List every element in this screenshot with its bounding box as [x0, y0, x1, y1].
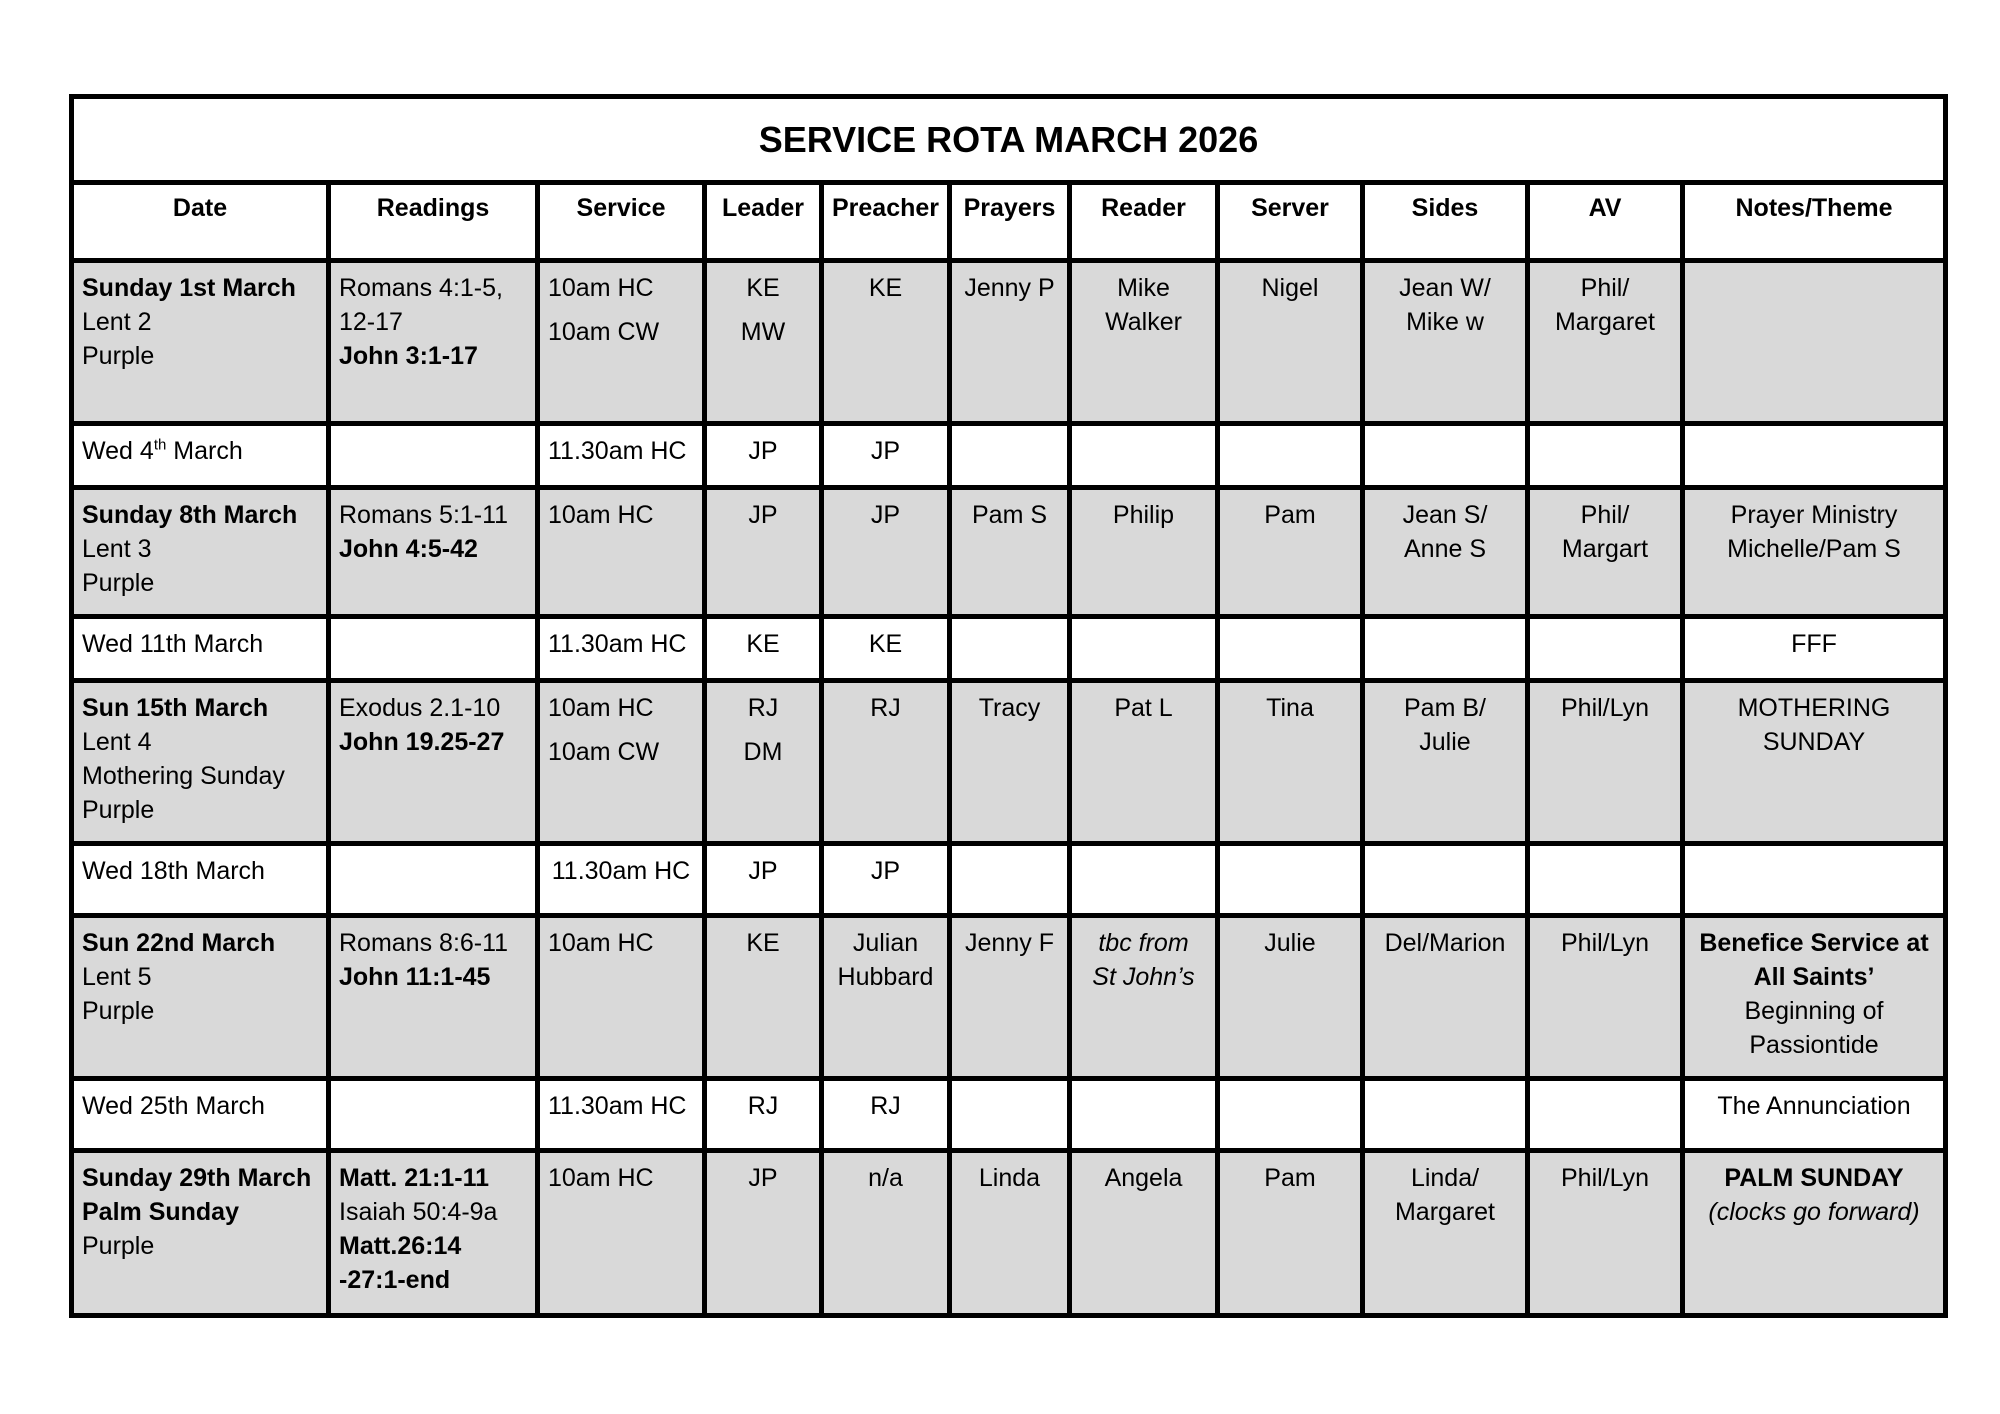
- readings-cell: [329, 617, 538, 681]
- av-cell: [1528, 617, 1683, 681]
- header-leader: Leader: [705, 183, 822, 261]
- prayers-cell: [950, 844, 1070, 916]
- header-date: Date: [72, 183, 329, 261]
- readings-cell: [329, 916, 538, 1079]
- av-cell: [1528, 488, 1683, 617]
- date-cell: [72, 1151, 329, 1316]
- sides-cell: [1363, 488, 1528, 617]
- notes-text: Michelle/Pam S: [1727, 535, 1901, 563]
- header-server: Server: [1218, 183, 1363, 261]
- av-text: Phil/: [1580, 501, 1630, 529]
- notes-text: Prayer Ministry: [1730, 501, 1898, 529]
- notes-cell: [1683, 1151, 1946, 1316]
- leader-cell: JP: [705, 1151, 822, 1316]
- date-text: Sunday 29th March: [82, 1164, 312, 1192]
- colour-text: Purple: [82, 569, 155, 597]
- service-cell: 11.30am HC: [538, 617, 705, 681]
- reader-cell: [1070, 916, 1218, 1079]
- table-row: [72, 681, 1946, 844]
- notes-cell: [1683, 424, 1946, 488]
- av-cell: [1528, 424, 1683, 488]
- reading-text: Isaiah 50:4-9a: [339, 1198, 498, 1226]
- notes-text: Beginning of: [1744, 997, 1884, 1025]
- date-cell: [72, 681, 329, 844]
- table-row: [72, 916, 1946, 1079]
- server-cell: [1218, 844, 1363, 916]
- sides-text: Linda/: [1410, 1164, 1480, 1192]
- reader-cell: [1070, 424, 1218, 488]
- prayers-cell: Jenny F: [950, 916, 1070, 1079]
- prayers-cell: [950, 617, 1070, 681]
- readings-cell: [329, 261, 538, 424]
- sides-cell: [1363, 617, 1528, 681]
- table-row: [72, 261, 1946, 424]
- header-reader: Reader: [1070, 183, 1218, 261]
- header-notes: Notes/Theme: [1683, 183, 1946, 261]
- av-cell: Phil/Lyn: [1528, 916, 1683, 1079]
- server-cell: Nigel: [1218, 261, 1363, 424]
- reader-text: Mike: [1117, 274, 1170, 302]
- reading-text: Romans 8:6-11: [339, 929, 509, 957]
- notes-text: (clocks go forward): [1708, 1198, 1920, 1226]
- leader-cell: [705, 681, 822, 844]
- service-cell: 11.30am HC: [538, 844, 705, 916]
- reader-cell: [1070, 261, 1218, 424]
- service-cell: [538, 261, 705, 424]
- header-prayers: Prayers: [950, 183, 1070, 261]
- service-text: 10am HC: [548, 274, 654, 302]
- page-title: SERVICE ROTA MARCH 2026: [72, 97, 1946, 183]
- table-row: [72, 1079, 1946, 1151]
- date-text: Sun 15th March: [82, 694, 269, 722]
- colour-text: Purple: [82, 997, 155, 1025]
- gospel-reading-text: John 3:1-17: [339, 342, 478, 370]
- gospel-reading-text: -27:1-end: [339, 1266, 451, 1294]
- preacher-text: Hubbard: [837, 963, 934, 991]
- gospel-reading-text: John 19.25-27: [339, 728, 505, 756]
- date-cell: [72, 424, 329, 488]
- sides-cell: [1363, 261, 1528, 424]
- prayers-cell: [950, 1079, 1070, 1151]
- av-text: Phil/: [1580, 274, 1630, 302]
- preacher-cell: JP: [822, 844, 950, 916]
- leader-text: MW: [740, 318, 786, 346]
- reader-cell: [1070, 844, 1218, 916]
- reader-text: St John’s: [1092, 963, 1195, 991]
- week-text: Lent 4: [82, 728, 152, 756]
- header-service: Service: [538, 183, 705, 261]
- date-text: March: [166, 437, 243, 465]
- av-cell: [1528, 261, 1683, 424]
- notes-cell: [1683, 488, 1946, 617]
- date-text: Wed 4: [82, 437, 154, 465]
- date-text: Sunday 8th March: [82, 501, 298, 529]
- preacher-cell: KE: [822, 261, 950, 424]
- server-cell: Pam: [1218, 488, 1363, 617]
- prayers-cell: Jenny P: [950, 261, 1070, 424]
- leader-text: RJ: [747, 694, 779, 722]
- sides-text: Mike w: [1406, 308, 1484, 336]
- date-cell: Wed 18th March: [72, 844, 329, 916]
- readings-cell: [329, 1079, 538, 1151]
- av-cell: Phil/Lyn: [1528, 1151, 1683, 1316]
- service-cell: 10am HC: [538, 916, 705, 1079]
- preacher-cell: KE: [822, 617, 950, 681]
- preacher-cell: JP: [822, 424, 950, 488]
- sides-cell: [1363, 424, 1528, 488]
- notes-text: Passiontide: [1749, 1031, 1879, 1059]
- preacher-cell: RJ: [822, 1079, 950, 1151]
- notes-text: All Saints’: [1753, 963, 1875, 991]
- reading-text: Romans 5:1-11: [339, 501, 509, 529]
- readings-cell: [329, 1151, 538, 1316]
- av-cell: [1528, 844, 1683, 916]
- server-cell: Tina: [1218, 681, 1363, 844]
- week-text: Lent 2: [82, 308, 152, 336]
- sides-cell: [1363, 1079, 1528, 1151]
- table-row: [72, 488, 1946, 617]
- notes-cell: [1683, 681, 1946, 844]
- server-cell: [1218, 1079, 1363, 1151]
- av-cell: Phil/Lyn: [1528, 681, 1683, 844]
- leader-text: KE: [746, 274, 780, 302]
- header-row: [72, 183, 1946, 261]
- header-preacher: Preacher: [822, 183, 950, 261]
- gospel-reading-text: Matt.26:14: [339, 1232, 462, 1260]
- leader-cell: KE: [705, 617, 822, 681]
- table-row: [72, 424, 1946, 488]
- reader-text: Walker: [1105, 308, 1182, 336]
- notes-cell: [1683, 916, 1946, 1079]
- notes-text: SUNDAY: [1762, 728, 1866, 756]
- reader-cell: Pat L: [1070, 681, 1218, 844]
- preacher-text: Julian: [852, 929, 919, 957]
- sides-text: Pam B/: [1404, 694, 1486, 722]
- colour-text: Purple: [82, 342, 155, 370]
- service-cell: 11.30am HC: [538, 424, 705, 488]
- leader-text: DM: [743, 738, 783, 766]
- server-cell: [1218, 424, 1363, 488]
- readings-cell: [329, 844, 538, 916]
- service-text: 10am CW: [548, 318, 660, 346]
- table-row: [72, 844, 1946, 916]
- gospel-reading-text: John 11:1-45: [339, 963, 491, 991]
- colour-text: Purple: [82, 796, 155, 824]
- header-readings: Readings: [329, 183, 538, 261]
- sides-text: Jean S/: [1402, 501, 1488, 529]
- sides-text: Margaret: [1394, 1198, 1496, 1226]
- readings-cell: [329, 424, 538, 488]
- sides-text: Jean W/: [1399, 274, 1491, 302]
- date-cell: Wed 25th March: [72, 1079, 329, 1151]
- prayers-cell: Pam S: [950, 488, 1070, 617]
- date-cell: [72, 261, 329, 424]
- service-text: 10am HC: [548, 694, 654, 722]
- reader-cell: Angela: [1070, 1151, 1218, 1316]
- notes-cell: The Annunciation: [1683, 1079, 1946, 1151]
- reading-text: Matt. 21:1-11: [339, 1164, 490, 1192]
- reading-text: Exodus 2.1-10: [339, 694, 501, 722]
- leader-cell: JP: [705, 424, 822, 488]
- preacher-cell: [822, 916, 950, 1079]
- header-sides: Sides: [1363, 183, 1528, 261]
- av-text: Margaret: [1554, 308, 1656, 336]
- prayers-cell: Tracy: [950, 681, 1070, 844]
- leader-cell: RJ: [705, 1079, 822, 1151]
- service-cell: 10am HC: [538, 488, 705, 617]
- date-text: Sunday 1st March: [82, 274, 296, 302]
- week-text: Lent 3: [82, 535, 152, 563]
- header-av: AV: [1528, 183, 1683, 261]
- readings-cell: [329, 488, 538, 617]
- server-cell: Julie: [1218, 916, 1363, 1079]
- leader-cell: [705, 261, 822, 424]
- date-cell: Wed 11th March: [72, 617, 329, 681]
- date-text: Sun 22nd March: [82, 929, 276, 957]
- server-cell: Pam: [1218, 1151, 1363, 1316]
- preacher-cell: JP: [822, 488, 950, 617]
- notes-text: MOTHERING: [1737, 694, 1891, 722]
- sides-text: Julie: [1419, 728, 1471, 756]
- sides-cell: [1363, 1151, 1528, 1316]
- sides-cell: [1363, 844, 1528, 916]
- date-cell: [72, 916, 329, 1079]
- notes-cell: FFF: [1683, 617, 1946, 681]
- occasion-text: Mothering Sunday: [82, 762, 285, 790]
- sides-cell: [1363, 681, 1528, 844]
- reader-text: tbc from: [1098, 929, 1189, 957]
- service-rota-table: [69, 94, 1948, 1318]
- occasion-text: Palm Sunday: [82, 1198, 239, 1226]
- service-cell: 11.30am HC: [538, 1079, 705, 1151]
- preacher-cell: RJ: [822, 681, 950, 844]
- preacher-cell: n/a: [822, 1151, 950, 1316]
- notes-cell: [1683, 261, 1946, 424]
- sides-text: Anne S: [1403, 535, 1486, 563]
- readings-cell: [329, 681, 538, 844]
- reader-cell: [1070, 1079, 1218, 1151]
- reader-cell: Philip: [1070, 488, 1218, 617]
- colour-text: Purple: [82, 1232, 155, 1260]
- server-cell: [1218, 617, 1363, 681]
- table-row: [72, 617, 1946, 681]
- av-text: Margart: [1561, 535, 1649, 563]
- reading-text: Romans 4:1-5,: [339, 274, 503, 302]
- table-row: [72, 1151, 1946, 1316]
- date-cell: [72, 488, 329, 617]
- sides-cell: Del/Marion: [1363, 916, 1528, 1079]
- notes-text: PALM SUNDAY: [1724, 1164, 1904, 1192]
- prayers-cell: [950, 424, 1070, 488]
- prayers-cell: Linda: [950, 1151, 1070, 1316]
- service-cell: 10am HC: [538, 1151, 705, 1316]
- week-text: Lent 5: [82, 963, 152, 991]
- leader-cell: KE: [705, 916, 822, 1079]
- av-cell: [1528, 1079, 1683, 1151]
- reading-text: 12-17: [339, 308, 403, 336]
- service-text: 10am CW: [548, 738, 660, 766]
- reader-cell: [1070, 617, 1218, 681]
- notes-cell: [1683, 844, 1946, 916]
- service-cell: [538, 681, 705, 844]
- leader-cell: JP: [705, 844, 822, 916]
- gospel-reading-text: John 4:5-42: [339, 535, 478, 563]
- notes-text: Benefice Service at: [1699, 929, 1929, 957]
- date-ordinal: th: [153, 436, 167, 454]
- leader-cell: JP: [705, 488, 822, 617]
